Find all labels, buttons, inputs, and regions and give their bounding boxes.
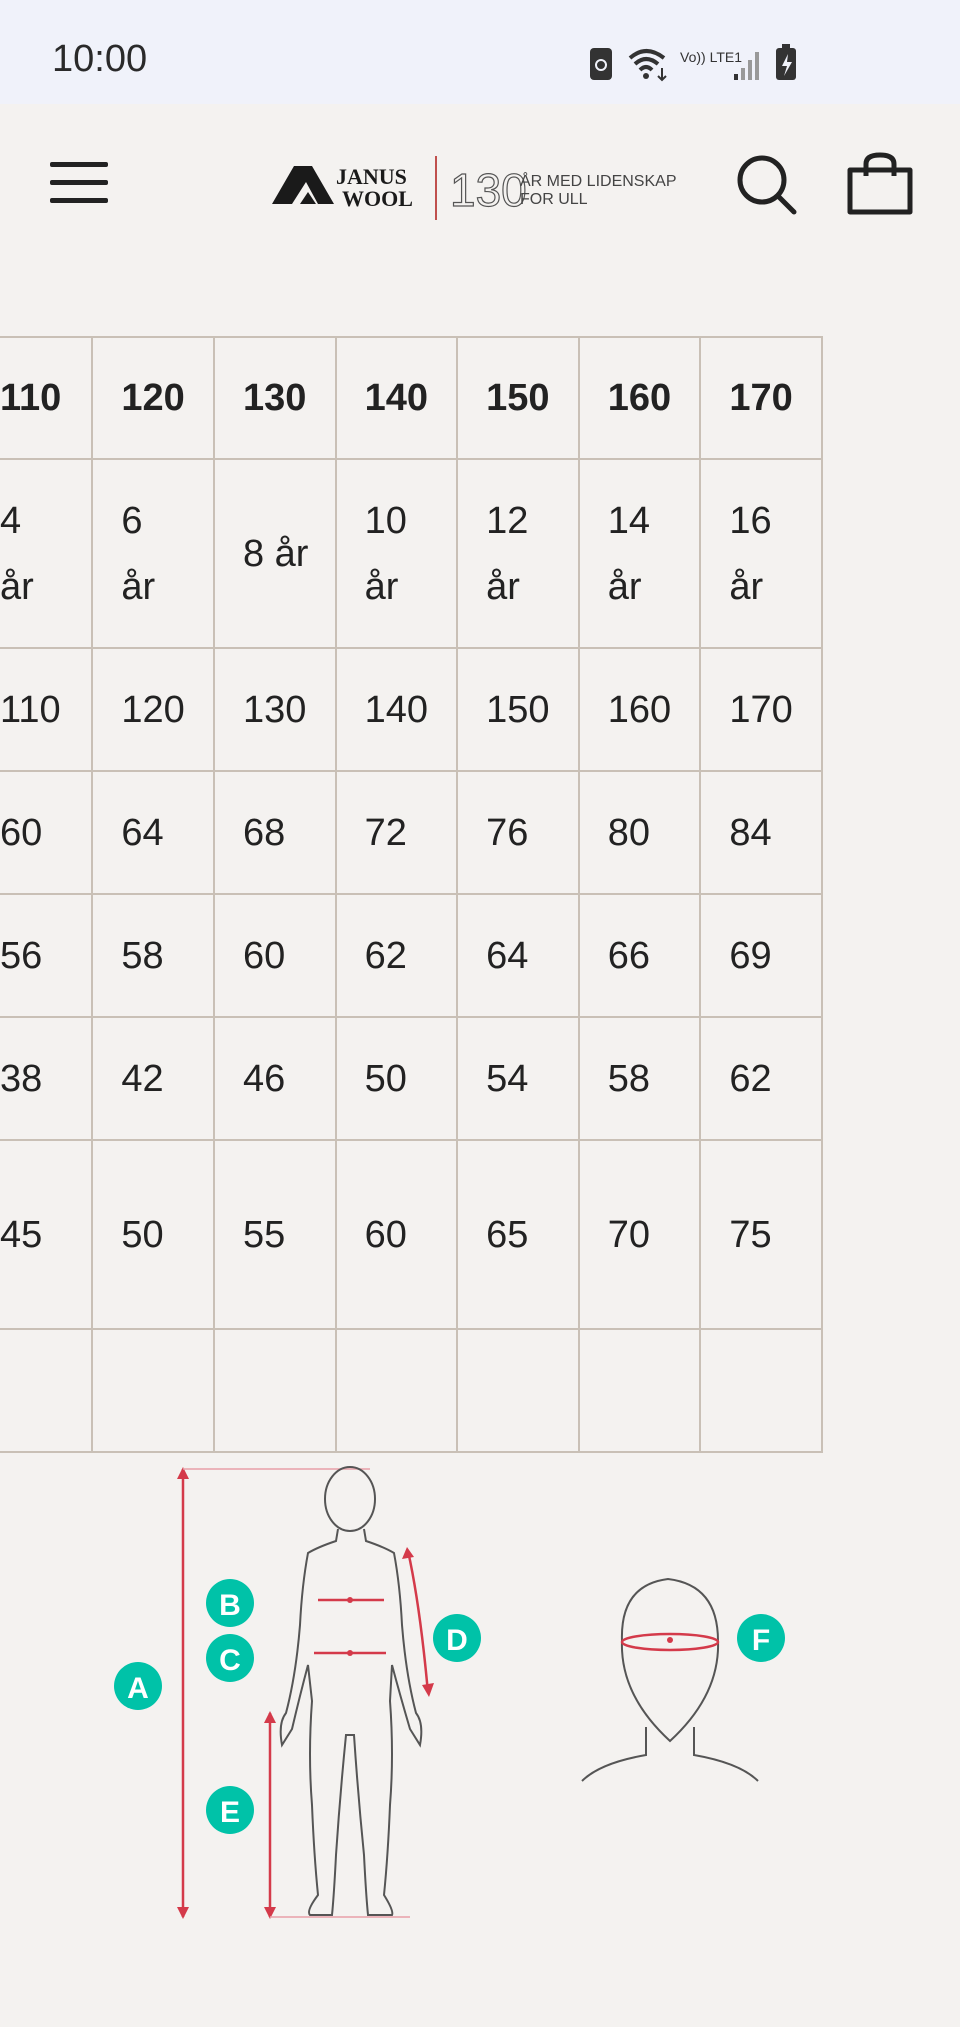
age-cell [214,459,336,648]
table-cell: 64 [457,894,579,1017]
table-cell [92,1329,214,1452]
svg-text:D: D [446,1624,468,1657]
table-cell: 72 [336,771,458,894]
table-cell: 56 [0,894,92,1017]
table-row [0,1329,822,1452]
label-a-badge [114,1662,162,1710]
size-header-cell: 120 [92,337,214,459]
size-header-cell: 140 [336,337,458,459]
size-header-cell: 170 [700,337,822,459]
table-cell [579,1329,701,1452]
status-icons [590,44,810,84]
table-cell: 170 [700,648,822,771]
table-cell: 62 [700,1017,822,1140]
size-table [0,336,823,1453]
svg-text:B: B [219,1589,241,1622]
age-number: 6 [121,499,143,542]
age-unit: år [121,565,156,608]
age-number: 16 [729,499,772,542]
table-cell: 120 [92,648,214,771]
table-cell: 46 [214,1017,336,1140]
table-cell [214,1329,336,1452]
svg-text:A: A [127,1672,149,1705]
table-row [0,771,822,894]
table-row [0,894,822,1017]
table-cell: 70 [579,1140,701,1329]
size-header-cell: 150 [457,337,579,459]
age-cell [700,459,822,648]
table-cell: 65 [457,1140,579,1329]
body-figure [281,1467,422,1915]
age-cell [579,459,701,648]
shopping-bag-icon[interactable] [846,152,914,216]
size-header-row [0,337,822,459]
table-cell: 69 [700,894,822,1017]
janus-wool-logo[interactable] [272,148,692,224]
size-table-scroll[interactable] [0,336,906,1451]
age-row [0,459,822,648]
svg-text:E: E [219,1796,241,1829]
table-cell: 130 [214,648,336,771]
label-d-badge [433,1614,481,1662]
search-icon[interactable] [736,154,798,216]
age-unit: år [364,565,399,608]
table-cell: 50 [92,1140,214,1329]
label-e-badge [206,1786,254,1834]
label-f-badge [737,1614,785,1662]
table-row [0,648,822,771]
age-cell [92,459,214,648]
table-cell: 76 [457,771,579,894]
hamburger-menu-icon[interactable] [50,160,108,206]
age-unit: år [607,565,642,608]
table-cell [700,1329,822,1452]
age-cell [0,459,92,648]
table-cell: 58 [92,894,214,1017]
wifi-icon [630,51,666,80]
table-cell: 160 [579,648,701,771]
age-number: 4 [0,499,22,542]
table-cell: 42 [92,1017,214,1140]
status-time: 10:00 [52,38,148,80]
age-number: 10 [364,499,407,542]
size-header-cell: 130 [214,337,336,459]
svg-text:C: C [219,1644,241,1677]
table-cell: 58 [579,1017,701,1140]
table-cell: 110 [0,648,92,771]
label-c-badge [206,1634,254,1682]
table-cell: 60 [214,894,336,1017]
age-number: 12 [486,499,529,542]
table-cell [0,1329,92,1452]
table-cell: 55 [214,1140,336,1329]
table-cell: 80 [579,771,701,894]
head-figure [582,1579,758,1781]
table-row [0,1140,822,1329]
table-cell: 45 [0,1140,92,1329]
network-label: Vo)) LTE1 [680,49,742,65]
svg-text:F: F [751,1624,771,1657]
table-cell: 75 [700,1140,822,1329]
logo-tagline-line2: FOR ULL [520,191,588,208]
age-number: 8 år [242,532,309,575]
status-bar [0,0,960,104]
table-cell: 62 [336,894,458,1017]
label-b-badge [206,1579,254,1627]
age-cell [457,459,579,648]
table-cell: 140 [336,648,458,771]
table-cell: 150 [457,648,579,771]
table-cell: 64 [92,771,214,894]
measurement-diagram [0,1455,960,1975]
size-header-cell: 160 [579,337,701,459]
table-cell [336,1329,458,1452]
logo-brand-line2: WOOL [342,186,413,211]
table-cell: 60 [0,771,92,894]
table-cell: 54 [457,1017,579,1140]
site-header [0,104,960,264]
logo-graphic [272,148,692,224]
table-cell: 66 [579,894,701,1017]
table-cell: 50 [336,1017,458,1140]
battery-saver-icon [590,48,612,80]
battery-icon [776,44,796,80]
table-cell: 84 [700,771,822,894]
table-row [0,1017,822,1140]
age-unit: år [729,565,764,608]
table-cell: 60 [336,1140,458,1329]
size-header-cell: 110 [0,337,92,459]
table-cell: 68 [214,771,336,894]
logo-anniversary-number: 130 [450,164,527,216]
logo-brand-line1: JANUS [336,164,407,189]
age-number: 14 [607,499,651,542]
age-unit: år [486,565,520,608]
table-cell: 38 [0,1017,92,1140]
age-cell [336,459,458,648]
logo-tagline-line1: ÅR MED LIDENSKAP [520,173,677,190]
age-unit: år [0,565,34,608]
table-cell [457,1329,579,1452]
